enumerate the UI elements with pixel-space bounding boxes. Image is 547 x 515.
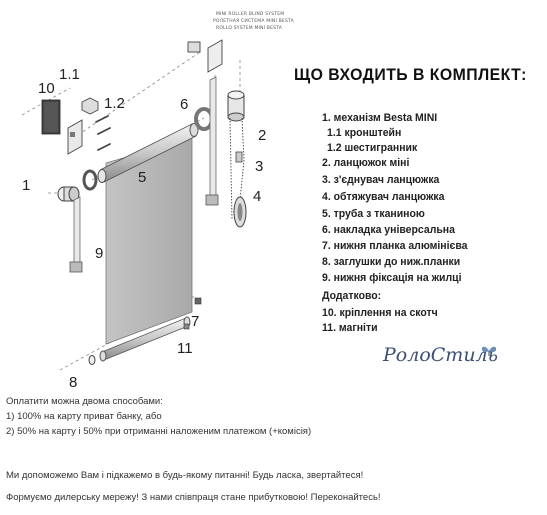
dealer-text: Формуємо дилерську мережу! З нами співпраця стане прибутковою! Переконайтесь! [6,492,381,503]
system-label-3: ROLLO SYSTEM MINI BESTA [216,26,283,31]
kit-item: 7. нижня планка алюмінієва [322,240,468,252]
part-number-1: 1 [22,177,31,194]
end-cap-part [89,356,95,365]
bottom-fixation-part [74,197,80,272]
magnet-part [195,298,201,304]
kit-item: 11. магніти [322,322,378,334]
part-number-11: 11 [177,340,193,357]
kit-item: 3. з'єднувач ланцюжка [322,174,440,186]
roller-blind-diagram [0,0,290,395]
kit-item: 9. нижня фіксація на жилці [322,272,462,284]
part-number-9: 9 [95,245,104,262]
company-logo: РолоСтиль [383,344,498,366]
hexagon-part [82,98,98,114]
part-number-1-1: 1.1 [59,66,80,83]
part-number-1-2: 1.2 [104,95,125,112]
kit-item: 1. механізм Besta MINI [322,112,438,124]
part-number-4: 4 [253,188,262,205]
kit-heading: ЩО ВХОДИТЬ В КОМПЛЕКТ: [294,65,527,84]
system-label-2: РОЛЕТНАЯ СИСТЕМА MINI BESTA [213,19,294,24]
kit-item: 10. кріплення на скотч [322,307,438,319]
kit-item: 4. обтяжувач ланцюжка [322,191,445,203]
part-number-6: 6 [180,96,189,113]
system-label-1: MINI ROLLER BLIND SYSTEM [216,12,285,17]
kit-item: 6. накладка універсальна [322,224,455,236]
part-number-10: 10 [38,80,55,97]
part-number-7: 7 [191,313,200,330]
payment-option-2: 2) 50% на карту і 50% при отриманні наложеним платежом (+комісія) [6,426,312,437]
part-number-8: 8 [69,374,78,391]
mechanism-part [228,91,244,121]
kit-item: 5. труба з тканиною [322,208,425,220]
payment-intro: Оплатити можна двома способами: [6,396,163,407]
part-number-3: 3 [255,158,264,175]
extras-label: Додатково: [322,290,382,302]
kit-item: 8. заглушки до ниж.планки [322,256,461,268]
payment-option-1: 1) 100% на карту приват банку, або [6,411,162,422]
kit-item: 1.2 шестигранник [327,142,418,154]
help-text: Ми допоможемо Вам і підкажемо в будь-якому питанні! Будь ласка, звертайтеся! [6,470,364,481]
butterfly-icon [478,344,500,358]
kit-item: 2. ланцюжок міні [322,157,410,169]
part-number-2: 2 [258,127,267,144]
kit-item: 1.1 кронштейн [327,127,402,139]
part-number-5: 5 [138,169,147,186]
